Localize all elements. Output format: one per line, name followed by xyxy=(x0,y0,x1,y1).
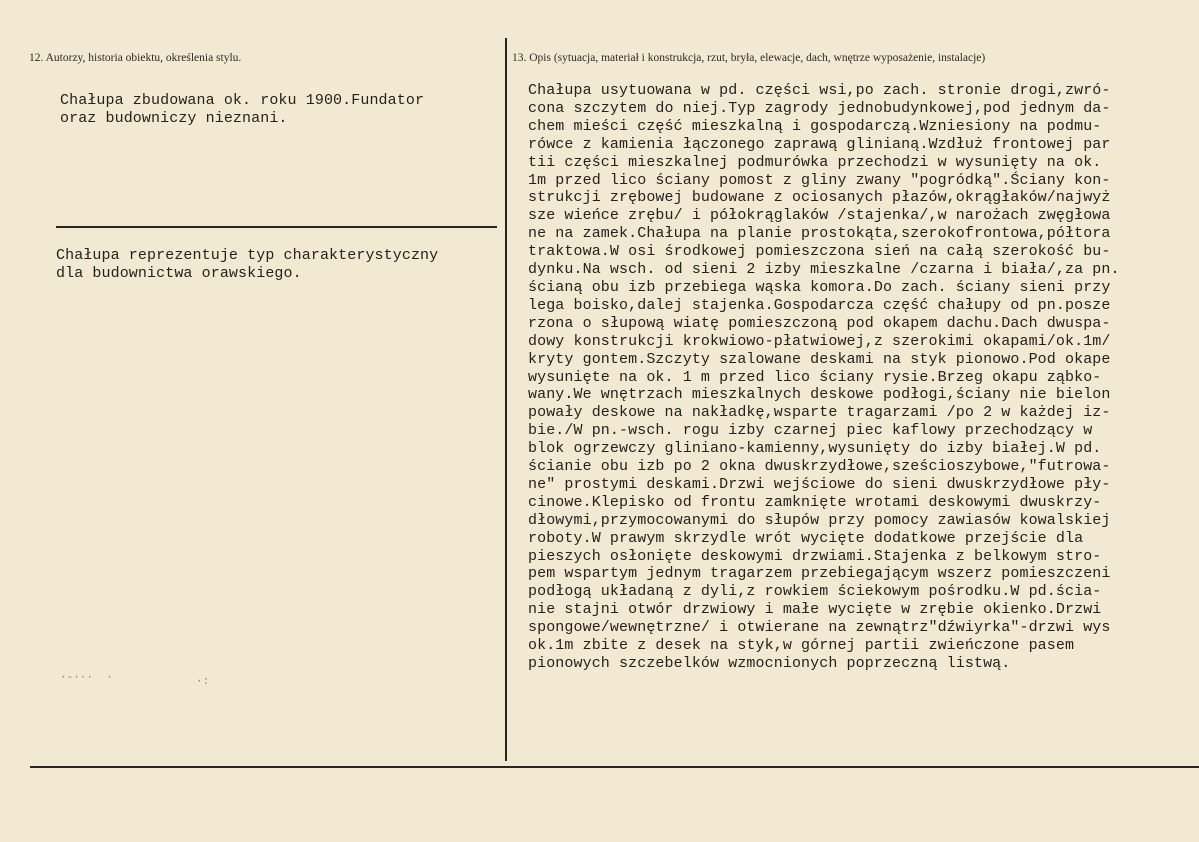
typed-line: Chałupa reprezentuje typ charakterystyczny xyxy=(56,247,439,264)
typed-line: spongowe/wewnętrzne/ i otwierane na zewnątrz"dźwiyrka"-drzwi wys xyxy=(528,619,1111,637)
typed-line: 1m przed lico ściany pomost z gliny zwany "pogródką".Ściany kon- xyxy=(528,171,1111,189)
field-12-header: 12. Autorzy, historia obiektu, określenia stylu. xyxy=(29,52,242,64)
typed-line: wany.We wnętrzach mieszkalnych deskowe podłogi,ściany nie bielon xyxy=(528,386,1111,404)
typed-line: ok.1m zbite z desek na styk,w górnej partii zwieńczone pasem xyxy=(528,637,1075,655)
typed-line: ścianie obu izb po 2 okna dwuskrzydłowe,sześcioszybowe,"futrowa- xyxy=(528,458,1111,476)
description-text xyxy=(528,82,1199,673)
paper-speck: ·-··· · xyxy=(60,672,113,684)
typed-line: rzona o słupową wiatę pomieszczoną pod okapem dachu.Dach dwuspa- xyxy=(528,314,1111,332)
typed-line: dla budownictwa orawskiego. xyxy=(56,264,302,282)
typed-line: cinowe.Klepisko od frontu zamknięte wrotami deskowymi dwuskrzy- xyxy=(528,493,1102,511)
typed-line: podłogą układaną z dyli,z rowkiem ściekowym pośrodku.W pd.ścia- xyxy=(528,583,1102,601)
typed-line: sze wieńce zrębu/ i półokrąglaków /stajenka/,w narożach zwęgłowa xyxy=(528,207,1111,225)
typed-line: dłowymi,przymocowanymi do słupów przy pomocy zawiasów kowalskiej xyxy=(528,511,1111,529)
typed-line: Chałupa zbudowana ok. roku 1900.Fundator xyxy=(60,92,425,109)
authors-history-text xyxy=(60,92,424,128)
typed-line: nie stajni otwór drzwiowy i małe wycięte w zrębie okienko.Drzwi xyxy=(528,601,1102,619)
typed-line: roboty.W prawym skrzydle wrót wycięte dodatkowe przejście dla xyxy=(528,529,1084,547)
typed-line: oraz budowniczy nieznani. xyxy=(60,109,288,127)
typed-line: pieszych osłonięte deskowymi drzwiami.Stajenka z belkowym stro- xyxy=(528,547,1102,565)
field-13-header: 13. Opis (sytuacja, materiał i konstrukcja, rzut, bryła, elewacje, dach, wnętrze wyposażenie, instalacje) xyxy=(512,52,986,64)
column-divider xyxy=(505,38,507,761)
typed-line: strukcji zrębowej budowane z ociosanych płazów,okrągłaków/najwyż xyxy=(528,189,1111,207)
typed-line: blok ogrzewczy gliniano-kamienny,wysunięty do izby białej.W pd. xyxy=(528,440,1102,458)
typed-line: ne" prostymi deskami.Drzwi wejściowe do sieni dwuskrzydłowe pły- xyxy=(528,475,1111,493)
typed-line: bie./W pn.-wsch. rogu izby czarnej piec kaflowy przechodzący w xyxy=(528,422,1093,440)
typed-line: wysunięte na ok. 1 m przed lico ściany rysie.Brzeg okapu ząbko- xyxy=(528,368,1102,386)
paper-speck: ·: xyxy=(196,676,210,688)
left-section-divider xyxy=(56,226,497,228)
typed-line: pionowych szczebelków wzmocnionych poprzeczną listwą. xyxy=(528,655,1011,672)
typed-line: powały deskowe na nakładkę,wsparte tragarzami /po 2 w każdej iz- xyxy=(528,404,1111,422)
typed-line: rówce z kamienia łączonego zaprawą glinianą.Wzdłuż frontowej par xyxy=(528,135,1111,153)
typed-line: Chałupa usytuowana w pd. części wsi,po zach. stronie drogi,zwró- xyxy=(528,82,1111,99)
typed-line: traktowa.W osi środkowej pomieszczona sień na całą szerokość bu- xyxy=(528,243,1111,261)
style-definition-text xyxy=(56,247,438,283)
bottom-rule xyxy=(30,766,1199,768)
typed-line: dowy konstrukcji krokwiowo-płatwiowej,z szerokimi okapami/ok.1m/ xyxy=(528,332,1111,350)
typed-line: kryty gontem.Szczyty szalowane deskami na styk pionowo.Pod okape xyxy=(528,350,1111,368)
typed-line: dynku.Na wsch. od sieni 2 izby mieszkalne /czarna i biała/,za pn. xyxy=(528,261,1120,279)
typed-line: pem wspartym jednym tragarzem przebiegającym wszerz pomieszczeni xyxy=(528,565,1111,583)
typed-line: chem mieści część mieszkalną i gospodarczą.Wzniesiony na podmu- xyxy=(528,117,1102,135)
typed-line: ne na zamek.Chałupa na planie prostokąta,szerokofrontowa,półtora xyxy=(528,225,1111,243)
typed-line: lega boisko,dalej stajenka.Gospodarcza część chałupy od pn.posze xyxy=(528,296,1111,314)
typed-line: tii części mieszkalnej podmurówka przechodzi w wysunięty na ok. xyxy=(528,153,1102,171)
typed-line: ścianą obu izb przebiega wąska komora.Do zach. ściany sieni przy xyxy=(528,278,1111,296)
typed-line: cona szczytem do niej.Typ zagrody jednobudynkowej,pod jednym da- xyxy=(528,99,1111,117)
